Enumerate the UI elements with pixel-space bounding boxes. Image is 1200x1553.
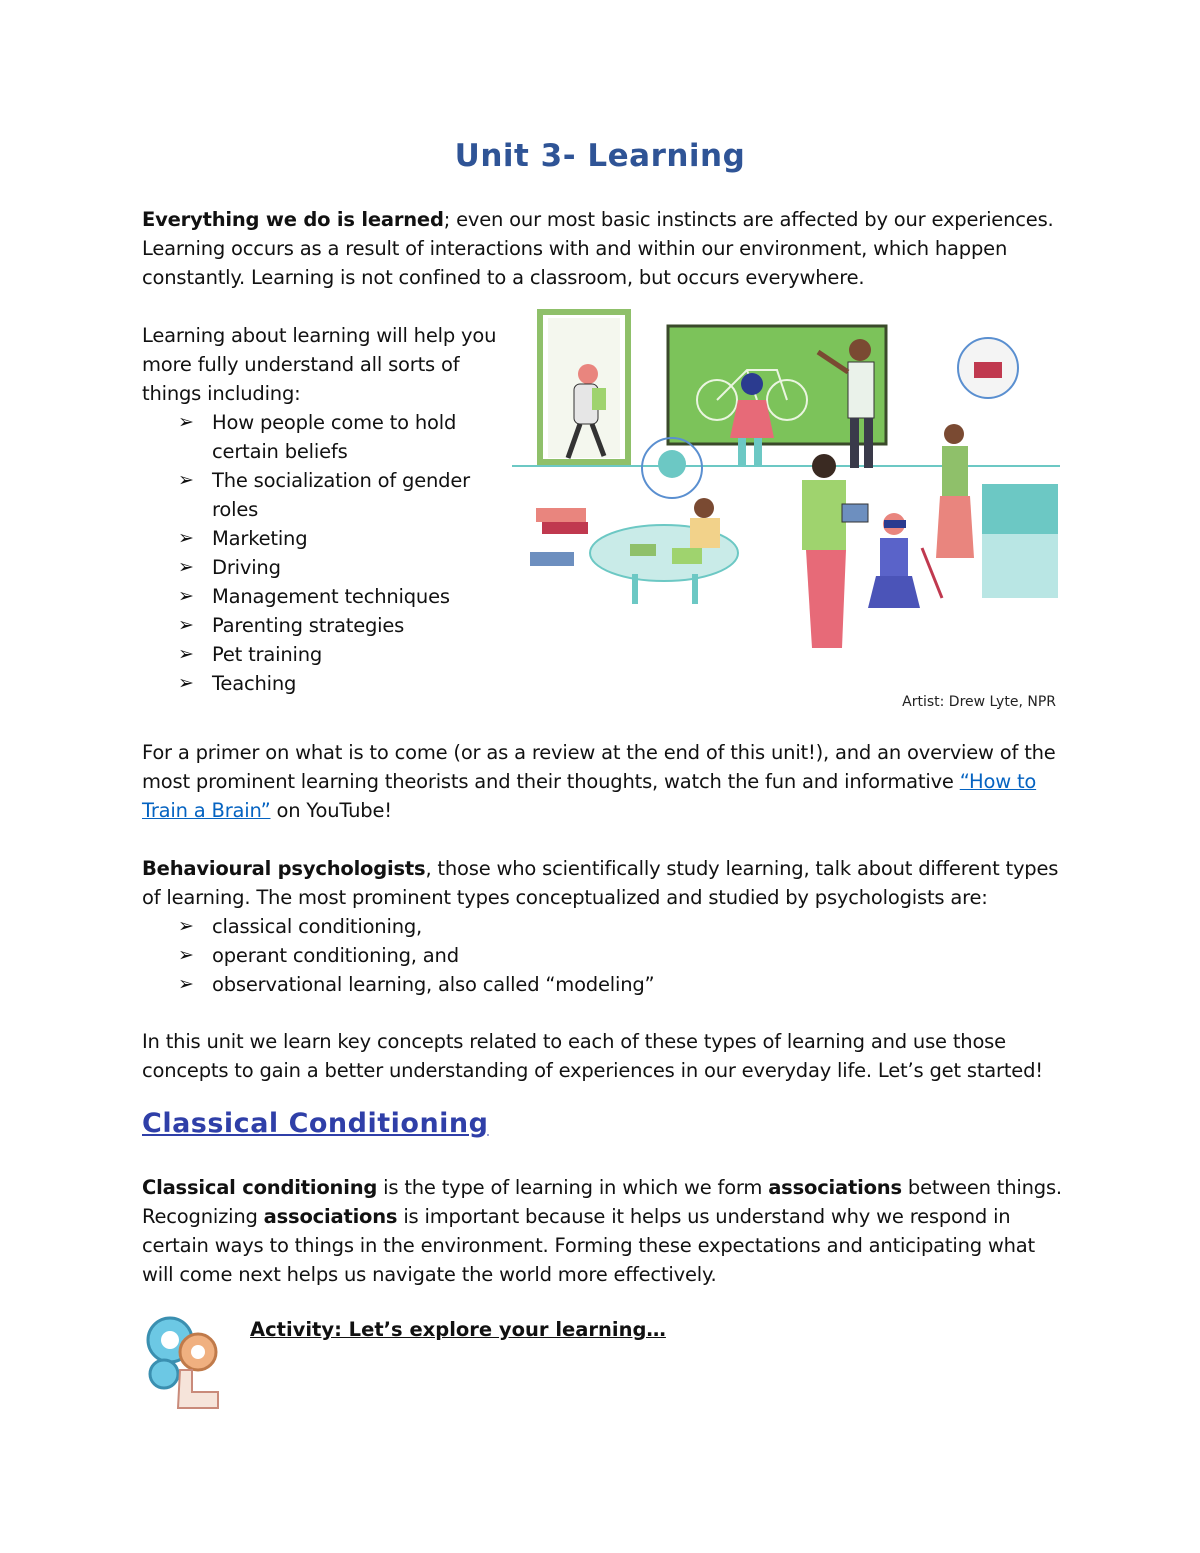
list-item: ➢ Management techniques — [142, 582, 512, 611]
classroom-illustration — [512, 308, 1060, 686]
arrow-bullet-icon: ➢ — [178, 556, 194, 578]
intro-text: ; even our most basic instincts are affected by our experiences. Learning occurs as a result of interactions with and within our environment, which happen constantly. Learning is not confined to a classroom, but occurs everywhere. — [142, 208, 1054, 289]
list-item: ➢ classical conditioning, — [142, 912, 1072, 941]
list-item: ➢ observational learning, also called “modeling” — [142, 970, 1072, 999]
learning-about-section — [142, 321, 512, 698]
list-item: ➢ Driving — [142, 553, 512, 582]
list-item: ➢ Marketing — [142, 524, 512, 553]
activity-label: Activity: Let’s explore your learning… — [250, 1318, 666, 1341]
behavioural-section — [142, 854, 1072, 999]
list-item: ➢ operant conditioning, and — [142, 941, 1072, 970]
classical-paragraph: Classical conditioning is the type of learning in which we form associations between things. Recognizing associations is important because it helps us understand why we respond in certain ways to things in the environment. Forming these expectations and anticipating what will come next helps us navigate the world more effectively. — [142, 1176, 1062, 1286]
arrow-bullet-icon: ➢ — [178, 643, 194, 665]
page-title: Unit 3- Learning — [454, 138, 746, 174]
arrow-bullet-icon: ➢ — [178, 915, 194, 937]
gears-hand-icon — [140, 1310, 230, 1415]
intro-paragraph — [142, 205, 1072, 292]
behavioural-paragraph: Behavioural psychologists, those who scientifically study learning, talk about different types of learning. The most prominent types conceptualized and studied by psychologists are: — [142, 857, 1059, 909]
how-to-train-a-brain-link[interactable]: “How to Train a Brain” — [142, 770, 1037, 822]
list-item: ➢ Parenting strategies — [142, 611, 512, 640]
classical-conditioning-heading: Classical Conditioning — [142, 1108, 489, 1139]
list-item: ➢ Teaching — [142, 669, 512, 698]
arrow-bullet-icon: ➢ — [178, 585, 194, 607]
primer-paragraph: For a primer on what is to come (or as a review at the end of this unit!), and an overview of the most prominent learning theorists and their thoughts, watch the fun and informative “How to Train a Brain” on YouTube! — [142, 741, 1056, 822]
learning-types-list — [142, 912, 1072, 999]
arrow-bullet-icon: ➢ — [178, 469, 194, 491]
arrow-bullet-icon: ➢ — [178, 411, 194, 433]
intro-bold: Everything we do is learned — [142, 208, 444, 231]
behavioural-bold: Behavioural psychologists — [142, 857, 426, 880]
list-item: ➢ The socialization of gender roles — [142, 466, 512, 524]
list-item: ➢ How people come to hold certain beliefs — [142, 408, 512, 466]
arrow-bullet-icon: ➢ — [178, 944, 194, 966]
illustration-caption: Artist: Drew Lyte, NPR — [902, 694, 1056, 710]
arrow-bullet-icon: ➢ — [178, 672, 194, 694]
arrow-bullet-icon: ➢ — [178, 973, 194, 995]
arrow-bullet-icon: ➢ — [178, 527, 194, 549]
learning-topics-list — [142, 408, 512, 698]
list-item: ➢ Pet training — [142, 640, 512, 669]
arrow-bullet-icon: ➢ — [178, 614, 194, 636]
unit-summary-paragraph: In this unit we learn key concepts related to each of these types of learning and use those concepts to gain a better understanding of experiences in our everyday life. Let’s get started! — [142, 1030, 1043, 1082]
learning-about-lead: Learning about learning will help you more fully understand all sorts of things including: — [142, 324, 497, 405]
